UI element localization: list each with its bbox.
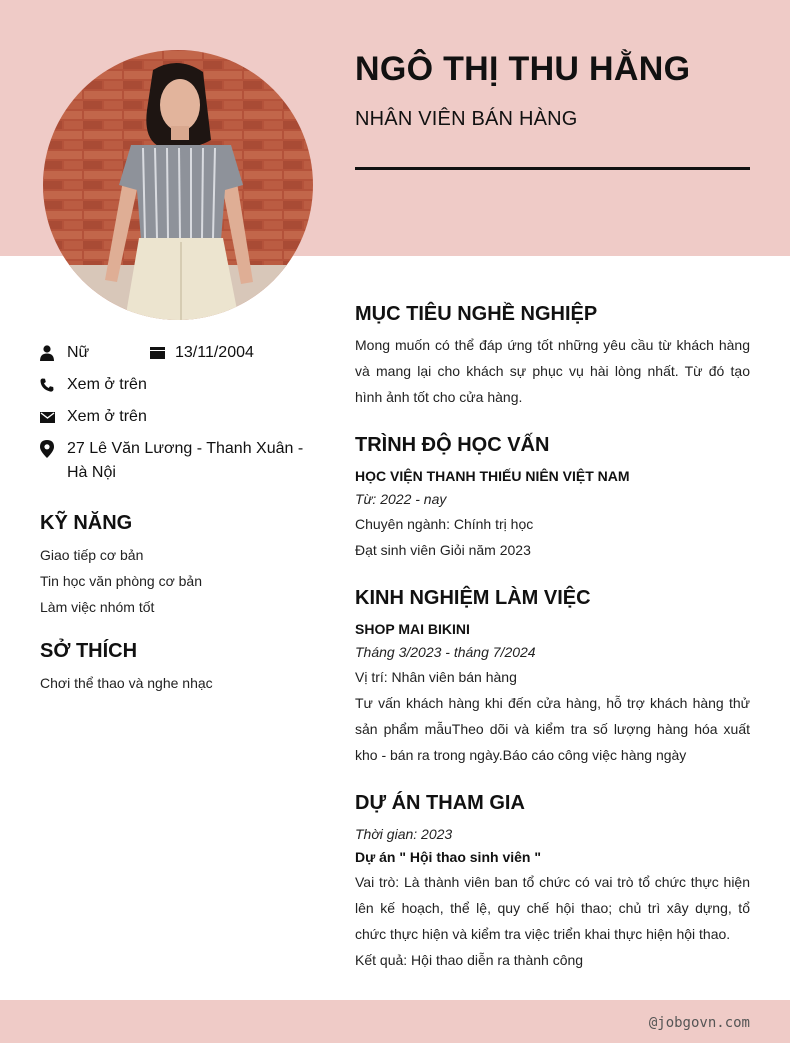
job-title: NHÂN VIÊN BÁN HÀNG xyxy=(355,108,578,130)
phone-row xyxy=(40,373,147,397)
header-divider xyxy=(355,167,750,170)
email-row xyxy=(40,405,147,429)
objective-text: Mong muốn có thể đáp ứng tốt những yêu cầu từ khách hàng và mang lại cho khách sự phục vụ hài lòng nhất. Từ đó tạo hình ảnh tốt cho cửa hàng. xyxy=(355,337,750,405)
education-major: Chuyên ngành: Chính trị học xyxy=(355,516,534,532)
address-line-2: Hà Nội xyxy=(67,464,116,481)
skill-item: Làm việc nhóm tốt xyxy=(40,599,155,615)
experience-company: SHOP MAI BIKINI xyxy=(355,621,470,637)
education-heading: TRÌNH ĐỘ HỌC VẤN xyxy=(355,434,550,456)
project-role: Vai trò: Là thành viên ban tổ chức có vai trò tổ chức thực hiện lên kế hoạch, thể lệ, quy chế hội thao; chủ trì xây dựng, tổ chức thực hiện và kiểm tra việc triển khai thực hiện hội thao. xyxy=(355,874,750,942)
profile-photo xyxy=(43,50,313,320)
profile-photo-image xyxy=(43,50,313,320)
phone-icon xyxy=(40,373,67,397)
skill-item: Tin học văn phòng cơ bản xyxy=(40,573,202,589)
objective-heading: MỤC TIÊU NGHỀ NGHIỆP xyxy=(355,303,598,325)
email-value: Xem ở trên xyxy=(67,408,147,425)
birthday-row xyxy=(150,341,254,365)
education-school: HỌC VIỆN THANH THIẾU NIÊN VIỆT NAM xyxy=(355,468,630,484)
footer-brand: @jobgovn.com xyxy=(648,1015,750,1031)
education-period: Từ: 2022 - nay xyxy=(355,491,447,507)
experience-heading: KINH NGHIỆM LÀM VIỆC xyxy=(355,587,591,609)
envelope-icon xyxy=(40,405,67,429)
projects-heading: DỰ ÁN THAM GIA xyxy=(355,792,525,814)
address-line-1: 27 Lê Văn Lương - Thanh Xuân - xyxy=(67,440,304,457)
location-pin-icon xyxy=(40,437,67,461)
address-row xyxy=(40,437,303,485)
hobbies-heading: SỞ THÍCH xyxy=(40,640,138,662)
phone-value: Xem ở trên xyxy=(67,376,147,393)
experience-period: Tháng 3/2023 - tháng 7/2024 xyxy=(355,644,536,660)
project-result: Kết quả: Hội thao diễn ra thành công xyxy=(355,952,584,968)
skill-item: Giao tiếp cơ bản xyxy=(40,547,144,563)
person-icon xyxy=(40,341,67,365)
experience-position: Vị trí: Nhân viên bán hàng xyxy=(355,669,517,685)
gender-row xyxy=(40,341,89,365)
address-value xyxy=(67,437,303,485)
project-name: Dự án " Hội thao sinh viên " xyxy=(355,849,541,865)
birthday-value: 13/11/2004 xyxy=(175,344,254,361)
hobby-item: Chơi thể thao và nghe nhạc xyxy=(40,675,213,691)
candidate-name: NGÔ THỊ THU HẰNG xyxy=(355,50,691,88)
education-achievement: Đạt sinh viên Giỏi năm 2023 xyxy=(355,542,531,558)
calendar-icon xyxy=(150,341,175,365)
project-time: Thời gian: 2023 xyxy=(355,826,453,842)
experience-description: Tư vấn khách hàng khi đến cửa hàng, hỗ trợ khách hàng thử sản phẩm mẫuTheo dõi và kiểm tra số lượng hàng hóa xuất kho - bán ra trong ngày.Báo cáo công việc hàng ngày xyxy=(355,695,750,763)
gender-value: Nữ xyxy=(67,344,90,361)
skills-heading: KỸ NĂNG xyxy=(40,512,133,534)
